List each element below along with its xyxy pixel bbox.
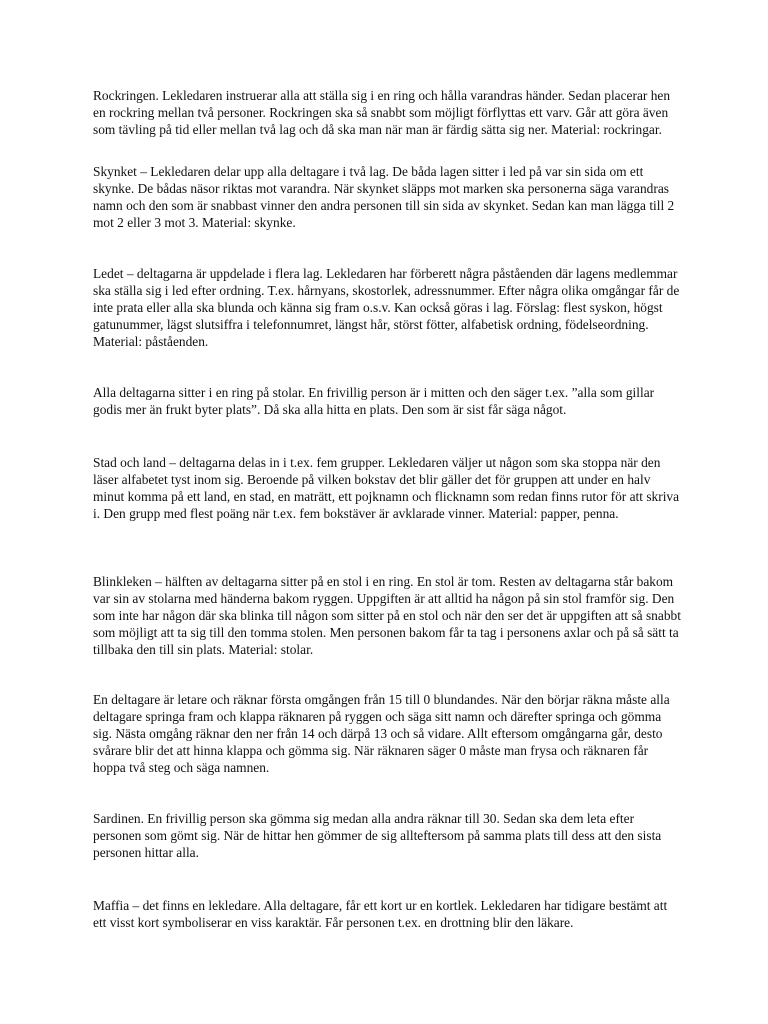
paragraph-rockringen: Rockringen. Lekledaren instruerar alla att ställa sig i en ring och hålla varandras händer. Sedan placerar hen en rockring mellan två personer. Rockringen ska så snabbt som möjligt förflyttas ett varv. Går att göra även som tävling på tid eller mellan två lag och då ska man när man är färdig sätta sig ner. Material: rockringar. <box>93 88 671 137</box>
paragraph-ledet: Ledet – deltagarna är uppdelade i flera lag. Lekledaren har förberett några påståenden där lagens medlemmar ska ställa sig i led efter ordning. T.ex. hårnyans, skostorlek, adressnummer. Efter några olika omgångar får de inte prata eller alla ska blunda och känna sig fram o.s.v. Kan också göras i lag. Förslag: flest syskon, högst gatunummer, lägst slutsiffra i telefonnumret, längst hår, störst fötter, alfabetisk ordning, födelseordning. Material: påståenden. <box>93 266 680 349</box>
paragraph-skynket: Skynket – Lekledaren delar upp alla deltagare i två lag. De båda lagen sitter i led på var sin sida om ett skynke. De bådas näsor riktas mot varandra. När skynket släpps mot marken ska personerna säga varandras namn och den som är snabbast vinner den andra personen till sin sida av skynket. Sedan kan man lägga till 2 mot 2 eller 3 mot 3. Material: skynke. <box>93 164 675 230</box>
paragraph-maffia: Maffia – det finns en lekledare. Alla deltagare, får ett kort ur en kortlek. Lekledaren har tidigare bestämt att ett visst kort symboliserar en viss karaktär. Får personen t.ex. en drottning blir den läkare. <box>93 898 668 930</box>
paragraph-sardinen: Sardinen. En frivillig person ska gömma sig medan alla andra räknar till 30. Sedan ska dem leta efter personen som gömt sig. När de hittar hen gömmer de sig allteftersom på samma plats till dess att den sista personen hittar alla. <box>93 811 662 860</box>
paragraph-raknarleken: En deltagare är letare och räknar första omgången från 15 till 0 blundandes. När den börjar räkna måste alla deltagare springa fram och klappa räknaren på ryggen och säga sitt namn och därefter springa och gömma sig. Nästa omgång räknar den ner från 14 och därpå 13 och så vidare. Allt eftersom omgångarna går, desto svårare blir det att hinna klappa och gömma sig. När räknaren säger 0 måste man frysa och räknaren får hoppa två steg och säga namnen. <box>93 692 670 775</box>
paragraph-blinkleken: Blinkleken – hälften av deltagarna sitter på en stol i en ring. En stol är tom. Resten av deltagarna står bakom var sin av stolarna med händerna bakom ryggen. Uppgiften är att alltid ha någon på sin stol framför sig. Den som inte har någon där ska blinka till någon som sitter på en stol och när den ser det är uppgiften att så snabbt som möjligt att ta sig till den tomma stolen. Men personen bakom får ta tag i personens axlar och på så sätt ta tillbaka den till sin plats. Material: stolar. <box>93 574 681 657</box>
paragraph-fruktsallad: Alla deltagarna sitter i en ring på stolar. En frivillig person är i mitten och den säger t.ex. ”alla som gillar godis mer än frukt byter plats”. Då ska alla hitta en plats. Den som är sist får säga något. <box>93 385 655 417</box>
paragraph-stad-och-land: Stad och land – deltagarna delas in i t.ex. fem grupper. Lekledaren väljer ut någon som ska stoppa när den läser alfabetet tyst inom sig. Beroende på vilken bokstav det blir gäller det för gruppen att under en halv minut komma på ett land, en stad, en maträtt, ett pojknamn och flicknamn som redan finns rutor för att skriva i. Den grupp med flest poäng när t.ex. fem bokstäver är avklarade vinner. Material: papper, penna. <box>93 455 680 521</box>
